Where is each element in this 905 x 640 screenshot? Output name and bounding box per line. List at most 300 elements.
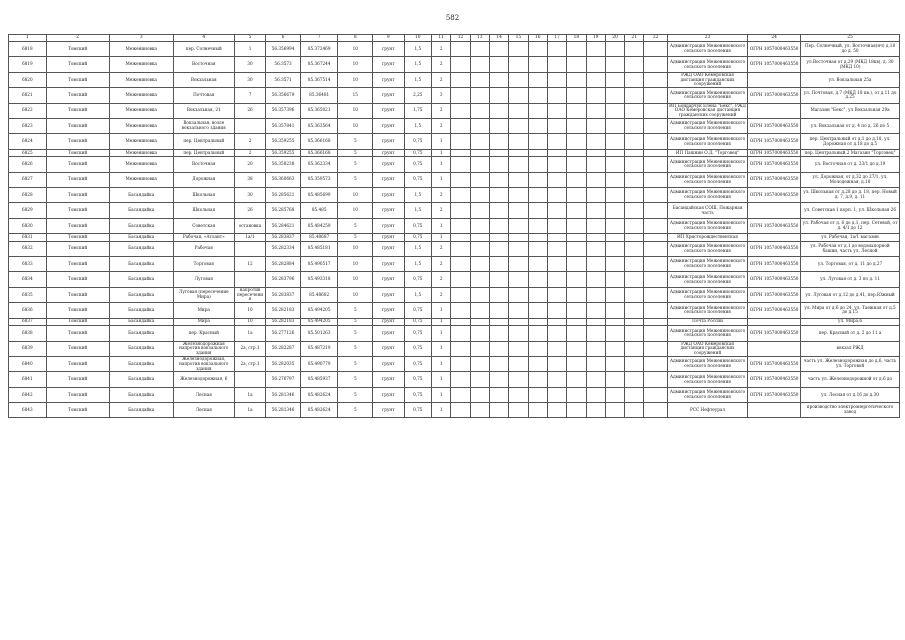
surface-cell: грунт [373, 257, 405, 272]
owner-cell: Администрация Межениновского сельского поселения [667, 257, 747, 272]
empty-cell [489, 42, 508, 57]
served-addresses-cell: ул. Лесная от д.16 до д.30 [801, 387, 900, 402]
house-cell: 7 [234, 88, 266, 103]
ogrn-cell: ОГРН 1057000463550 [748, 272, 801, 287]
column-number-cell: 25 [801, 35, 900, 42]
empty-cell [470, 103, 489, 118]
empty-cell [625, 372, 644, 387]
empty-cell [586, 149, 605, 157]
ogrn-cell: ОГРН 1057000463550 [748, 134, 801, 149]
district-cell: Томский [46, 188, 109, 203]
column-8-cell: 5 [338, 372, 373, 387]
settlement-cell: Межениновка [109, 103, 173, 118]
empty-cell [547, 57, 566, 72]
empty-cell [489, 103, 508, 118]
empty-cell [644, 149, 667, 157]
column-8-cell: 5 [338, 218, 373, 233]
row-id-cell: 6829 [9, 203, 47, 218]
surface-cell: грунт [373, 326, 405, 341]
latitude-cell: 56.282334 [266, 241, 301, 256]
area-cell: 0,75 [404, 341, 431, 356]
latitude-cell: 56.3573 [266, 57, 301, 72]
owner-cell: Администрация Межениновского сельского поселения [667, 172, 747, 187]
empty-cell [586, 241, 605, 256]
empty-cell [567, 42, 586, 57]
column-number-cell: 5 [234, 35, 266, 42]
surface-cell: грунт [373, 172, 405, 187]
empty-cell [547, 149, 566, 157]
ogrn-cell: ОГРН 1057000463550 [748, 218, 801, 233]
surface-cell: грунт [373, 149, 405, 157]
empty-cell [509, 403, 528, 418]
column-8-cell: 10 [338, 272, 373, 287]
empty-cell [451, 326, 470, 341]
surface-cell: грунт [373, 188, 405, 203]
latitude-cell: 56.282884 [266, 257, 301, 272]
owner-cell: РЖД ОАО Кемеровская дистанция гражданских сооружений [667, 341, 747, 356]
column-11-cell: 1 [432, 218, 451, 233]
column-11-cell: 1 [432, 172, 451, 187]
empty-cell [586, 326, 605, 341]
surface-cell: грунт [373, 134, 405, 149]
empty-cell [567, 326, 586, 341]
column-8-cell: 10 [338, 241, 373, 256]
house-cell: 1а/1 [234, 234, 266, 242]
column-number-cell: 21 [625, 35, 644, 42]
ogrn-cell [748, 341, 801, 356]
empty-cell [528, 218, 547, 233]
empty-cell [470, 372, 489, 387]
empty-cell [567, 134, 586, 149]
ogrn-cell [748, 72, 801, 87]
column-number-cell: 1 [9, 35, 47, 42]
longitude-cell: 85.485181 [300, 241, 338, 256]
street-cell: Луговая (пересечение Мира) [173, 287, 234, 302]
ogrn-cell: ОГРН 1057000463550 [748, 149, 801, 157]
column-number-cell: 22 [644, 35, 667, 42]
empty-cell [451, 287, 470, 302]
district-cell: Томский [46, 103, 109, 118]
empty-cell [528, 203, 547, 218]
column-11-cell: 2 [432, 42, 451, 57]
house-cell: 30 [234, 57, 266, 72]
empty-cell [451, 42, 470, 57]
latitude-cell: 56.285621 [266, 188, 301, 203]
settlement-cell: Басандайка [109, 303, 173, 318]
empty-cell [605, 157, 624, 172]
house-cell: 38 [234, 172, 266, 187]
served-addresses-cell: пер. Центральный от д.1 до д.10, ул. Дорожная от д.18 до д.5 [801, 134, 900, 149]
column-8-cell: 5 [338, 303, 373, 318]
empty-cell [451, 103, 470, 118]
owner-cell: Администрация Межениновского сельского поселения [667, 372, 747, 387]
empty-cell [509, 203, 528, 218]
latitude-cell: 56.3571 [266, 72, 301, 87]
latitude-cell: 56.282183 [266, 303, 301, 318]
served-addresses-cell: ул.Восточная от д.29 (МКД 18кв), д. 30 (МКД 10) [801, 57, 900, 72]
empty-cell [625, 57, 644, 72]
street-cell: Школьная [173, 188, 234, 203]
district-cell: Томский [46, 356, 109, 371]
empty-cell [470, 134, 489, 149]
empty-cell [470, 387, 489, 402]
latitude-cell: 56.357396 [266, 103, 301, 118]
empty-cell [644, 72, 667, 87]
empty-cell [528, 241, 547, 256]
empty-cell [528, 403, 547, 418]
empty-cell [644, 188, 667, 203]
empty-cell [528, 356, 547, 371]
district-cell: Томский [46, 157, 109, 172]
column-8-cell: 5 [338, 172, 373, 187]
column-number-cell: 6 [266, 35, 301, 42]
empty-cell [528, 134, 547, 149]
empty-cell [605, 303, 624, 318]
latitude-cell: 56.285768 [266, 203, 301, 218]
empty-cell [470, 303, 489, 318]
empty-cell [605, 387, 624, 402]
empty-cell [586, 287, 605, 302]
empty-cell [470, 42, 489, 57]
column-8-cell: 5 [338, 149, 373, 157]
empty-cell [586, 403, 605, 418]
house-cell: 2 [234, 134, 266, 149]
empty-cell [625, 241, 644, 256]
row-id-cell: 6820 [9, 72, 47, 87]
owner-cell: РСС Нефтеурал [667, 403, 747, 418]
owner-cell: ИП Христорождественская [667, 234, 747, 242]
empty-cell [625, 157, 644, 172]
street-cell: Вокзальная, 21 [173, 103, 234, 118]
empty-cell [605, 326, 624, 341]
district-cell: Томский [46, 257, 109, 272]
empty-cell [489, 318, 508, 326]
empty-cell [528, 188, 547, 203]
empty-cell [644, 234, 667, 242]
page-number: 582 [445, 14, 460, 22]
column-11-cell: 2 [432, 287, 451, 302]
empty-cell [489, 188, 508, 203]
empty-cell [547, 103, 566, 118]
empty-cell [625, 134, 644, 149]
empty-cell [528, 287, 547, 302]
house-cell: 2 [234, 149, 266, 157]
settlement-cell: Межениновка [109, 72, 173, 87]
table-row [9, 272, 900, 287]
latitude-cell: 56.276797 [266, 372, 301, 387]
column-11-cell: 2 [432, 257, 451, 272]
empty-cell [567, 272, 586, 287]
column-8-cell: 5 [338, 341, 373, 356]
house-cell: 12 [234, 257, 266, 272]
empty-cell [625, 88, 644, 103]
empty-cell [586, 257, 605, 272]
served-addresses-cell: ул. Луговая от д. 3 по д. 11 [801, 272, 900, 287]
latitude-cell: 56.282287 [266, 341, 301, 356]
empty-cell [489, 157, 508, 172]
empty-cell [605, 341, 624, 356]
longitude-cell: 85.366168 [300, 134, 338, 149]
column-8-cell: 10 [338, 203, 373, 218]
empty-cell [547, 172, 566, 187]
district-cell: Томский [46, 88, 109, 103]
column-8-cell: 10 [338, 118, 373, 133]
area-cell: 0,75 [404, 387, 431, 402]
empty-cell [567, 356, 586, 371]
empty-cell [567, 57, 586, 72]
column-11-cell: 2 [432, 118, 451, 133]
area-cell: 0,75 [404, 356, 431, 371]
column-11-cell: 1 [432, 372, 451, 387]
column-8-cell: 5 [338, 318, 373, 326]
empty-cell [586, 303, 605, 318]
area-cell: 0,75 [404, 149, 431, 157]
empty-cell [451, 403, 470, 418]
empty-cell [644, 57, 667, 72]
column-number-cell: 19 [586, 35, 605, 42]
table-row [9, 372, 900, 387]
ogrn-cell: ОГРН 1057000463550 [748, 157, 801, 172]
ogrn-cell: ОГРН 1057000463550 [748, 287, 801, 302]
area-cell: 1,5 [404, 118, 431, 133]
house-cell [234, 118, 266, 133]
ogrn-cell: ОГРН 1057000463550 [748, 188, 801, 203]
surface-cell: грунт [373, 42, 405, 57]
empty-cell [567, 203, 586, 218]
empty-cell [586, 387, 605, 402]
empty-cell [644, 272, 667, 287]
longitude-cell: 85.494205 [300, 318, 338, 326]
empty-cell [489, 303, 508, 318]
empty-cell [586, 134, 605, 149]
empty-cell [509, 326, 528, 341]
empty-cell [509, 272, 528, 287]
empty-cell [451, 387, 470, 402]
empty-cell [509, 188, 528, 203]
empty-cell [509, 57, 528, 72]
empty-cell [509, 72, 528, 87]
column-number-cell: 2 [46, 35, 109, 42]
empty-cell [509, 287, 528, 302]
empty-cell [547, 403, 566, 418]
empty-cell [547, 241, 566, 256]
empty-cell [625, 203, 644, 218]
longitude-cell: 85.493318 [300, 272, 338, 287]
column-number-cell: 14 [489, 35, 508, 42]
empty-cell [451, 72, 470, 87]
empty-cell [586, 57, 605, 72]
served-addresses-cell: ул. Мира от д.6 до 24, ул. Таежная от д.5 до д.15 [801, 303, 900, 318]
column-8-cell: 10 [338, 257, 373, 272]
empty-cell [451, 218, 470, 233]
served-addresses-cell: ул. Рабочая, 1а/1 магазин [801, 234, 900, 242]
district-cell: Томский [46, 172, 109, 187]
empty-cell [625, 149, 644, 157]
empty-cell [586, 272, 605, 287]
empty-cell [605, 42, 624, 57]
ogrn-cell: ОГРН 1057000463550 [748, 172, 801, 187]
longitude-cell: 85.490517 [300, 257, 338, 272]
empty-cell [489, 387, 508, 402]
empty-cell [528, 341, 547, 356]
empty-cell [586, 118, 605, 133]
row-id-cell: 6841 [9, 372, 47, 387]
area-cell: 0,75 [404, 326, 431, 341]
empty-cell [451, 57, 470, 72]
empty-cell [644, 118, 667, 133]
ogrn-cell: ОГРН 1057000463550 [748, 118, 801, 133]
empty-cell [528, 88, 547, 103]
settlement-cell: Басандайка [109, 188, 173, 203]
surface-cell: грунт [373, 241, 405, 256]
street-cell: Железнодорожная напротив вокзального здания [173, 341, 234, 356]
column-8-cell: 5 [338, 234, 373, 242]
served-addresses-cell: пер. Центральный,2 Магазин "Торговец" [801, 149, 900, 157]
area-cell: 0,75 [404, 172, 431, 187]
empty-cell [567, 72, 586, 87]
district-cell: Томский [46, 57, 109, 72]
owner-cell: Администрация Межениновского сельского поселения [667, 188, 747, 203]
empty-cell [509, 341, 528, 356]
column-number-cell: 18 [567, 35, 586, 42]
column-11-cell: 1 [432, 387, 451, 402]
area-cell: 1,75 [404, 103, 431, 118]
empty-cell [509, 172, 528, 187]
column-number-cell: 7 [300, 35, 338, 42]
empty-cell [528, 72, 547, 87]
empty-cell [528, 372, 547, 387]
surface-cell: грунт [373, 287, 405, 302]
empty-cell [489, 341, 508, 356]
row-id-cell: 6831 [9, 234, 47, 242]
street-cell: пер. Центральный [173, 134, 234, 149]
column-number-cell: 9 [373, 35, 405, 42]
ogrn-cell: ОГРН 1057000463550 [748, 356, 801, 371]
row-id-cell: 6840 [9, 356, 47, 371]
empty-cell [567, 341, 586, 356]
street-cell: Восточная [173, 157, 234, 172]
empty-cell [625, 172, 644, 187]
street-cell: Лесная [173, 403, 234, 418]
empty-cell [528, 57, 547, 72]
empty-cell [625, 387, 644, 402]
column-11-cell: 3 [432, 88, 451, 103]
column-number-cell: 24 [748, 35, 801, 42]
row-id-cell: 6819 [9, 57, 47, 72]
owner-cell: Администрация Межениновского сельского поселения [667, 356, 747, 371]
street-cell: пер. Красный [173, 326, 234, 341]
district-cell: Томский [46, 341, 109, 356]
empty-cell [644, 241, 667, 256]
empty-cell [567, 257, 586, 272]
street-cell: Торговая [173, 257, 234, 272]
surface-cell: грунт [373, 341, 405, 356]
empty-cell [644, 218, 667, 233]
empty-cell [625, 218, 644, 233]
surface-cell: грунт [373, 272, 405, 287]
surface-cell: грунт [373, 356, 405, 371]
empty-cell [586, 157, 605, 172]
empty-cell [547, 134, 566, 149]
surface-cell: грунт [373, 303, 405, 318]
table-row [9, 403, 900, 418]
longitude-cell: 85.482624 [300, 403, 338, 418]
empty-cell [470, 172, 489, 187]
column-number-cell: 15 [509, 35, 528, 42]
row-id-cell: 6822 [9, 103, 47, 118]
table-row [9, 88, 900, 103]
served-addresses-cell: ул. Рабочая от д. 6 до д.1, пер. Сетевой, от д. 4/1 до 12 [801, 218, 900, 233]
empty-cell [547, 88, 566, 103]
empty-cell [528, 272, 547, 287]
empty-cell [644, 172, 667, 187]
empty-cell [586, 234, 605, 242]
row-id-cell: 6824 [9, 134, 47, 149]
empty-cell [547, 234, 566, 242]
longitude-cell: 85.365021 [300, 103, 338, 118]
empty-cell [470, 318, 489, 326]
empty-cell [605, 287, 624, 302]
empty-cell [489, 218, 508, 233]
street-cell: Мира [173, 303, 234, 318]
empty-cell [567, 149, 586, 157]
empty-cell [509, 103, 528, 118]
row-id-cell: 6835 [9, 287, 47, 302]
empty-cell [586, 188, 605, 203]
street-cell: Железнодорожная, напротив вокзального здания [173, 356, 234, 371]
served-addresses-cell: ул. Мира,6 [801, 318, 900, 326]
street-cell: пер. Центральный [173, 149, 234, 157]
column-8-cell: 5 [338, 403, 373, 418]
empty-cell [451, 272, 470, 287]
column-11-cell: 1 [432, 157, 451, 172]
column-8-cell: 10 [338, 287, 373, 302]
surface-cell: грунт [373, 203, 405, 218]
served-addresses-cell: ул. Луговая от д.12 до д.41, пер.Южный [801, 287, 900, 302]
empty-cell [451, 303, 470, 318]
house-cell: 2а, стр.1 [234, 356, 266, 371]
district-cell: Томский [46, 326, 109, 341]
district-cell: Томский [46, 303, 109, 318]
empty-cell [489, 257, 508, 272]
empty-cell [509, 157, 528, 172]
empty-cell [528, 303, 547, 318]
street-cell: Мира [173, 318, 234, 326]
empty-cell [528, 234, 547, 242]
area-cell: 1,5 [404, 188, 431, 203]
ogrn-cell [748, 103, 801, 118]
settlement-cell: Межениновка [109, 157, 173, 172]
column-11-cell: 2 [432, 188, 451, 203]
empty-cell [547, 318, 566, 326]
empty-cell [451, 203, 470, 218]
table-row [9, 356, 900, 371]
empty-cell [509, 372, 528, 387]
empty-cell [451, 234, 470, 242]
settlement-cell: Басандайка [109, 218, 173, 233]
longitude-cell: 85.485937 [300, 372, 338, 387]
column-11-cell: 1 [432, 318, 451, 326]
empty-cell [470, 157, 489, 172]
empty-cell [489, 57, 508, 72]
empty-cell [644, 372, 667, 387]
empty-cell [605, 218, 624, 233]
district-cell: Томский [46, 272, 109, 287]
empty-cell [528, 149, 547, 157]
empty-cell [567, 241, 586, 256]
row-id-cell: 6821 [9, 88, 47, 103]
latitude-cell: 56.282035 [266, 356, 301, 371]
